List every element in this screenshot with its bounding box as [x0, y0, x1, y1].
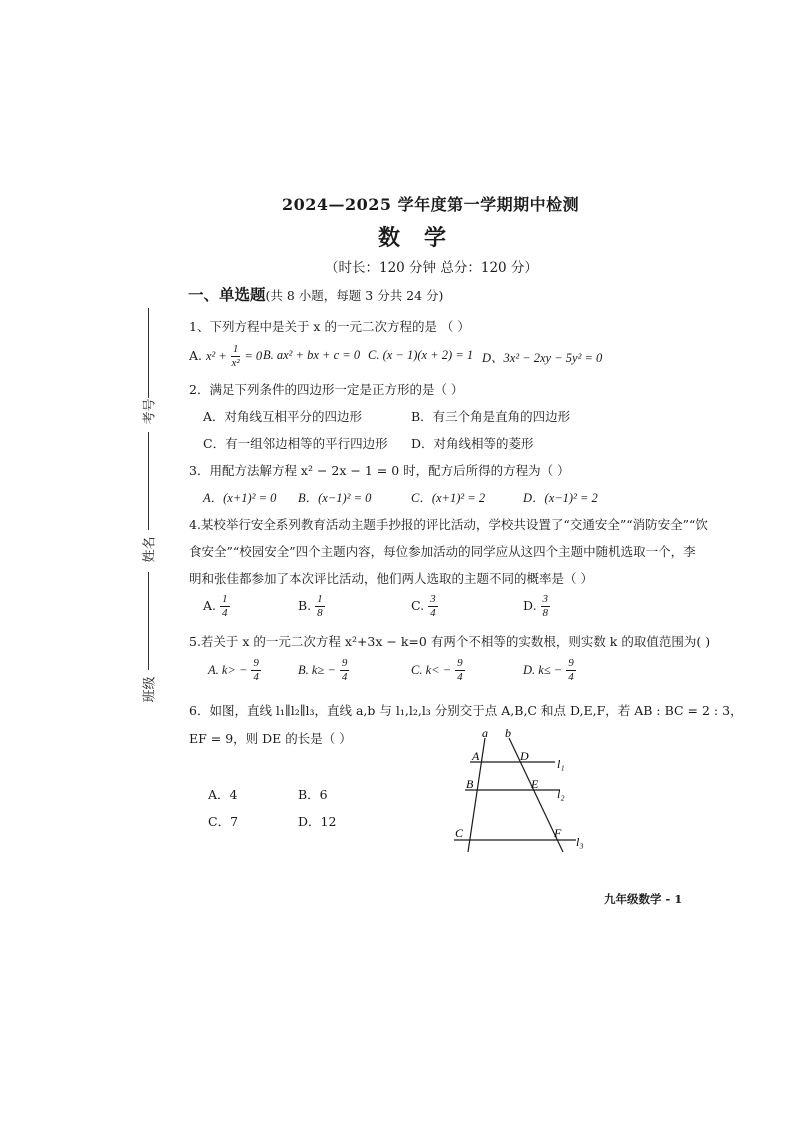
binding-line-upper-mid [148, 432, 149, 530]
question-2-option-d: D．对角线相等的菱形 [411, 436, 534, 451]
question-5-option-a [208, 658, 261, 683]
question-1-option-b: B. ax² + bx + c = 0 [263, 348, 361, 362]
label-l2: l₂ [557, 787, 565, 801]
option-label: A. k> − [208, 663, 248, 677]
binding-line-top [148, 308, 149, 398]
question-6-option-c: C．7 [208, 814, 239, 829]
fraction-denominator: 4 [341, 671, 348, 683]
question-4-line-3: 明和张佳都参加了本次评比活动，他们两人选取的主题不同的概率是（ ） [189, 571, 593, 586]
fraction-numerator: 9 [568, 657, 574, 669]
label-b: b [505, 726, 511, 740]
question-3-option-c: C．(x+1)² = 2 [411, 491, 486, 505]
section-heading [188, 283, 443, 305]
question-3-stem: 3．用配方法解方程 x² − 2x − 1 = 0 时，配方后所得的方程为（ ） [189, 463, 570, 478]
exam-title: 2024—2025 学年度第一学期期中检测 [282, 195, 580, 214]
label-l1: l₁ [557, 757, 565, 771]
option-label: D. k≤ − [523, 663, 563, 677]
question-3-option-d: D．(x−1)² = 2 [523, 491, 598, 505]
binding-line-lower-mid [148, 572, 149, 670]
fraction-denominator: 8 [317, 607, 323, 619]
question-6-option-a: A．4 [208, 787, 238, 802]
fraction [315, 594, 325, 619]
question-5-option-d [523, 658, 576, 683]
section-title: 一、单选题 [188, 285, 266, 304]
label-a: a [482, 726, 488, 740]
question-5-stem: 5.若关于 x 的一元二次方程 x²+3x − k=0 有两个不相等的实数根，则实数 k 的取值范围为( ) [189, 634, 711, 649]
label-l3: l₃ [576, 835, 584, 849]
question-6-option-b: B．6 [298, 787, 328, 802]
fraction [231, 344, 241, 369]
label-C: C [455, 826, 464, 840]
fraction-denominator: x² [231, 357, 240, 369]
option-label: A. [189, 348, 203, 363]
fraction-denominator: 4 [568, 671, 574, 683]
label-A: A [472, 749, 480, 763]
fraction-numerator: 3 [542, 593, 549, 605]
question-1-option-c: C. (x − 1)(x + 2) = 1 [368, 348, 474, 362]
question-4-option-b [298, 594, 325, 619]
name-label: 姓名 [142, 536, 158, 563]
question-6-option-d: D．12 [298, 814, 337, 829]
question-1-option-d: D、3x² − 2xy − 5y² = 0 [482, 351, 603, 365]
parallel-lines-figure [440, 726, 600, 856]
question-4-line-1: 4.某校举行安全系列教育活动主题手抄报的评比活动，学校共设置了“交通安全”“消防安全”“饮 [189, 517, 708, 532]
question-2-option-b: B．有三个角是直角的四边形 [411, 409, 571, 424]
question-2-option-c: C．有一组邻边相等的平行四边形 [203, 436, 388, 451]
label-F: F [554, 826, 562, 840]
question-2-stem: 2．满足下列条件的四边形一定是正方形的是（ ） [189, 382, 464, 397]
question-1-option-a [189, 344, 262, 369]
fraction [251, 658, 261, 683]
question-1-stem: 1、下列方程中是关于 x 的一元二次方程的是 （ ） [189, 319, 470, 334]
question-2-option-a: A．对角线互相平分的四边形 [203, 409, 363, 424]
subject-title: 数学 [378, 225, 471, 251]
fraction-denominator: 8 [542, 607, 549, 619]
fraction [455, 658, 465, 683]
option-label: D. [523, 598, 537, 613]
section-note: (共 8 小题，每题 3 分共 24 分) [265, 288, 444, 303]
question-6-line-1: 6．如图，直线 l₁∥l₂∥l₃，直线 a,b 与 l₁,l₂,l₃ 分别交于点 A,B,C 和点 D,E,F，若 AB : BC = 2 : 3， [189, 703, 743, 718]
question-5-option-b [298, 658, 349, 683]
option-label: C. k< − [411, 663, 452, 677]
fraction-denominator: 4 [457, 671, 463, 683]
fraction-numerator: 9 [341, 657, 348, 669]
option-expr: x² + [206, 349, 227, 363]
option-label: A. [203, 598, 217, 613]
fraction [220, 594, 230, 619]
fraction-numerator: 3 [430, 593, 436, 605]
option-expr-tail: = 0 [244, 349, 263, 363]
fraction-denominator: 4 [222, 607, 228, 619]
fraction-denominator: 4 [253, 671, 259, 683]
fraction-numerator: 1 [222, 593, 228, 605]
option-label: B. k≥ − [298, 663, 336, 677]
page-footer: 九年级数学 - 1 [604, 892, 683, 906]
option-label: B. [298, 598, 312, 613]
question-5-option-c [411, 658, 465, 683]
label-D: D [520, 749, 529, 763]
question-3-option-a: A．(x+1)² = 0 [203, 491, 277, 505]
label-E: E [531, 777, 539, 791]
label-B: B [466, 777, 474, 791]
option-label: C. [411, 598, 425, 613]
exam-duration: （时长：120 分钟 总分：120 分） [325, 260, 538, 276]
class-label: 班级 [142, 676, 158, 703]
fraction [340, 658, 350, 683]
question-4-option-c [411, 594, 438, 619]
fraction-numerator: 1 [232, 343, 239, 355]
fraction [541, 594, 551, 619]
exam-number-label: 考号 [142, 398, 158, 425]
fraction-denominator: 4 [430, 607, 436, 619]
question-4-option-d [523, 594, 550, 619]
fraction-numerator: 9 [253, 657, 259, 669]
question-4-line-2: 食安全”“校园安全”四个主题内容，每位参加活动的同学应从这四个主题中随机选取一个，李 [189, 544, 696, 559]
question-6-line-2: EF = 9，则 DE 的长是（ ） [189, 731, 352, 746]
fraction [428, 594, 438, 619]
fraction-numerator: 1 [317, 593, 323, 605]
question-3-option-b: B．(x−1)² = 0 [298, 491, 372, 505]
fraction [566, 658, 576, 683]
fraction-numerator: 9 [457, 657, 463, 669]
question-4-option-a [203, 594, 230, 619]
